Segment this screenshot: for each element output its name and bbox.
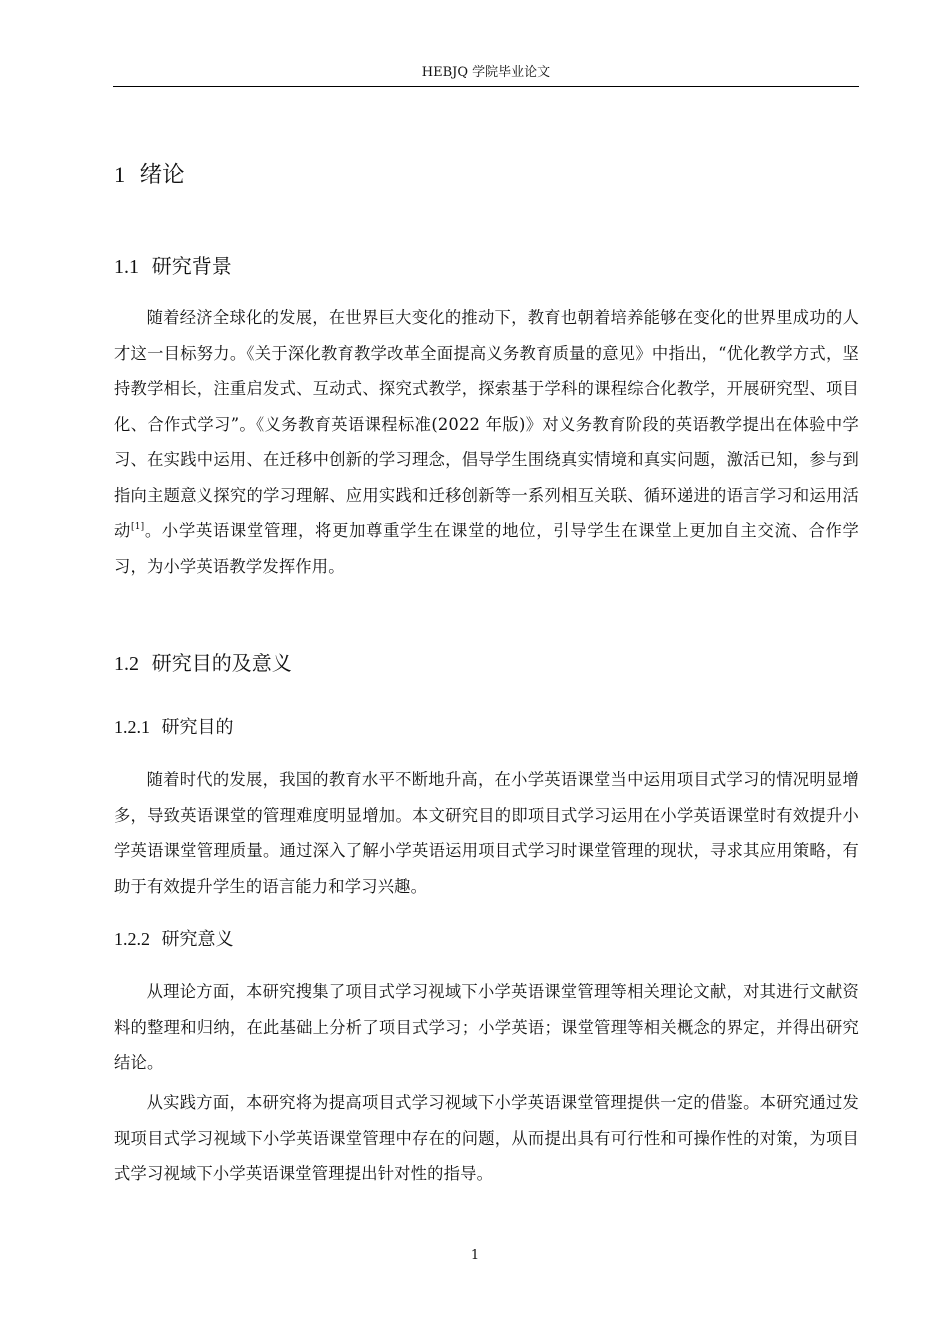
paragraph-purpose: 随着时代的发展，我国的教育水平不断地升高，在小学英语课堂当中运用项目式学习的情况明显增多，导致英语课堂的管理难度明显增加。本文研究目的即项目式学习运用在小学英语课堂时有效提升小学英语课堂管理质量。通过深入了解小学英语运用项目式学习时课堂管理的现状，寻求其应用策略，有助于有效提升学生的语言能力和学习兴趣。 <box>114 770 859 896</box>
subsection-number: 1.2.2 <box>114 929 150 949</box>
paragraph-theory-significance: 从理论方面，本研究搜集了项目式学习视域下小学英语课堂管理等相关理论文献，对其进行文献资料的整理和归纳，在此基础上分析了项目式学习；小学英语；课堂管理等相关概念的界定，并得出研究结论。 <box>114 982 859 1072</box>
citation-ref: [1] <box>131 522 145 532</box>
subsection-number: 1.2.1 <box>114 717 150 737</box>
header-rule <box>113 86 859 87</box>
subsection-heading-1-2-1 <box>114 714 233 741</box>
paragraph-practice-significance: 从实践方面，本研究将为提高项目式学习视域下小学英语课堂管理提供一定的借鉴。本研究通过发现项目式学习视域下小学英语课堂管理中存在的问题，从而提出具有可行性和可操作性的对策，为项目式学习视域下小学英语课堂管理提出针对性的指导。 <box>114 1093 859 1183</box>
subsection-title: 研究目的 <box>161 717 234 738</box>
paragraph-text-cont: 。小学英语课堂管理，将更加尊重学生在课堂的地位，引导学生在课堂上更加自主交流、合作学习，为小学英语教学发挥作用。 <box>114 521 859 576</box>
section-number: 1.1 <box>114 256 139 278</box>
section-heading-1-1 <box>114 252 232 281</box>
section-title: 研究背景 <box>151 254 232 278</box>
chapter-heading <box>114 160 185 190</box>
running-header: HEBJQ 学院毕业论文 <box>421 65 551 80</box>
page-number: 1 <box>470 1248 480 1263</box>
subsection-title: 研究意义 <box>161 929 234 950</box>
subsection-heading-1-2-2 <box>114 926 233 953</box>
section-title: 研究目的及意义 <box>151 651 292 675</box>
section-heading-1-2 <box>114 649 292 678</box>
paragraph-text: 随着经济全球化的发展，在世界巨大变化的推动下，教育也朝着培养能够在变化的世界里成功的人才这一目标努力。《关于深化教育教学改革全面提高义务教育质量的意见》中指出，“优化教学方式，坚持教学相长，注重启发式、互动式、探究式教学，探索基于学科的课程综合化教学，开展研究型、项目化、合作式学习”。《义务教育英语课程标准(2022 年版)》对义务教育阶段的英语教学提出在体验中学习、在实践中运用、在迁移中创新的学习理念，倡导学生围绕真实情境和真实问题，激活已知，参与到指向主题意义探究的学习理解、应用实践和迁移创新等一系列相互关联、循环递进的语言学习和运用活动 <box>114 308 859 540</box>
chapter-title: 绪论 <box>139 162 185 188</box>
chapter-number: 1 <box>114 162 126 187</box>
paragraph-background <box>114 300 859 584</box>
section-number: 1.2 <box>114 653 139 675</box>
